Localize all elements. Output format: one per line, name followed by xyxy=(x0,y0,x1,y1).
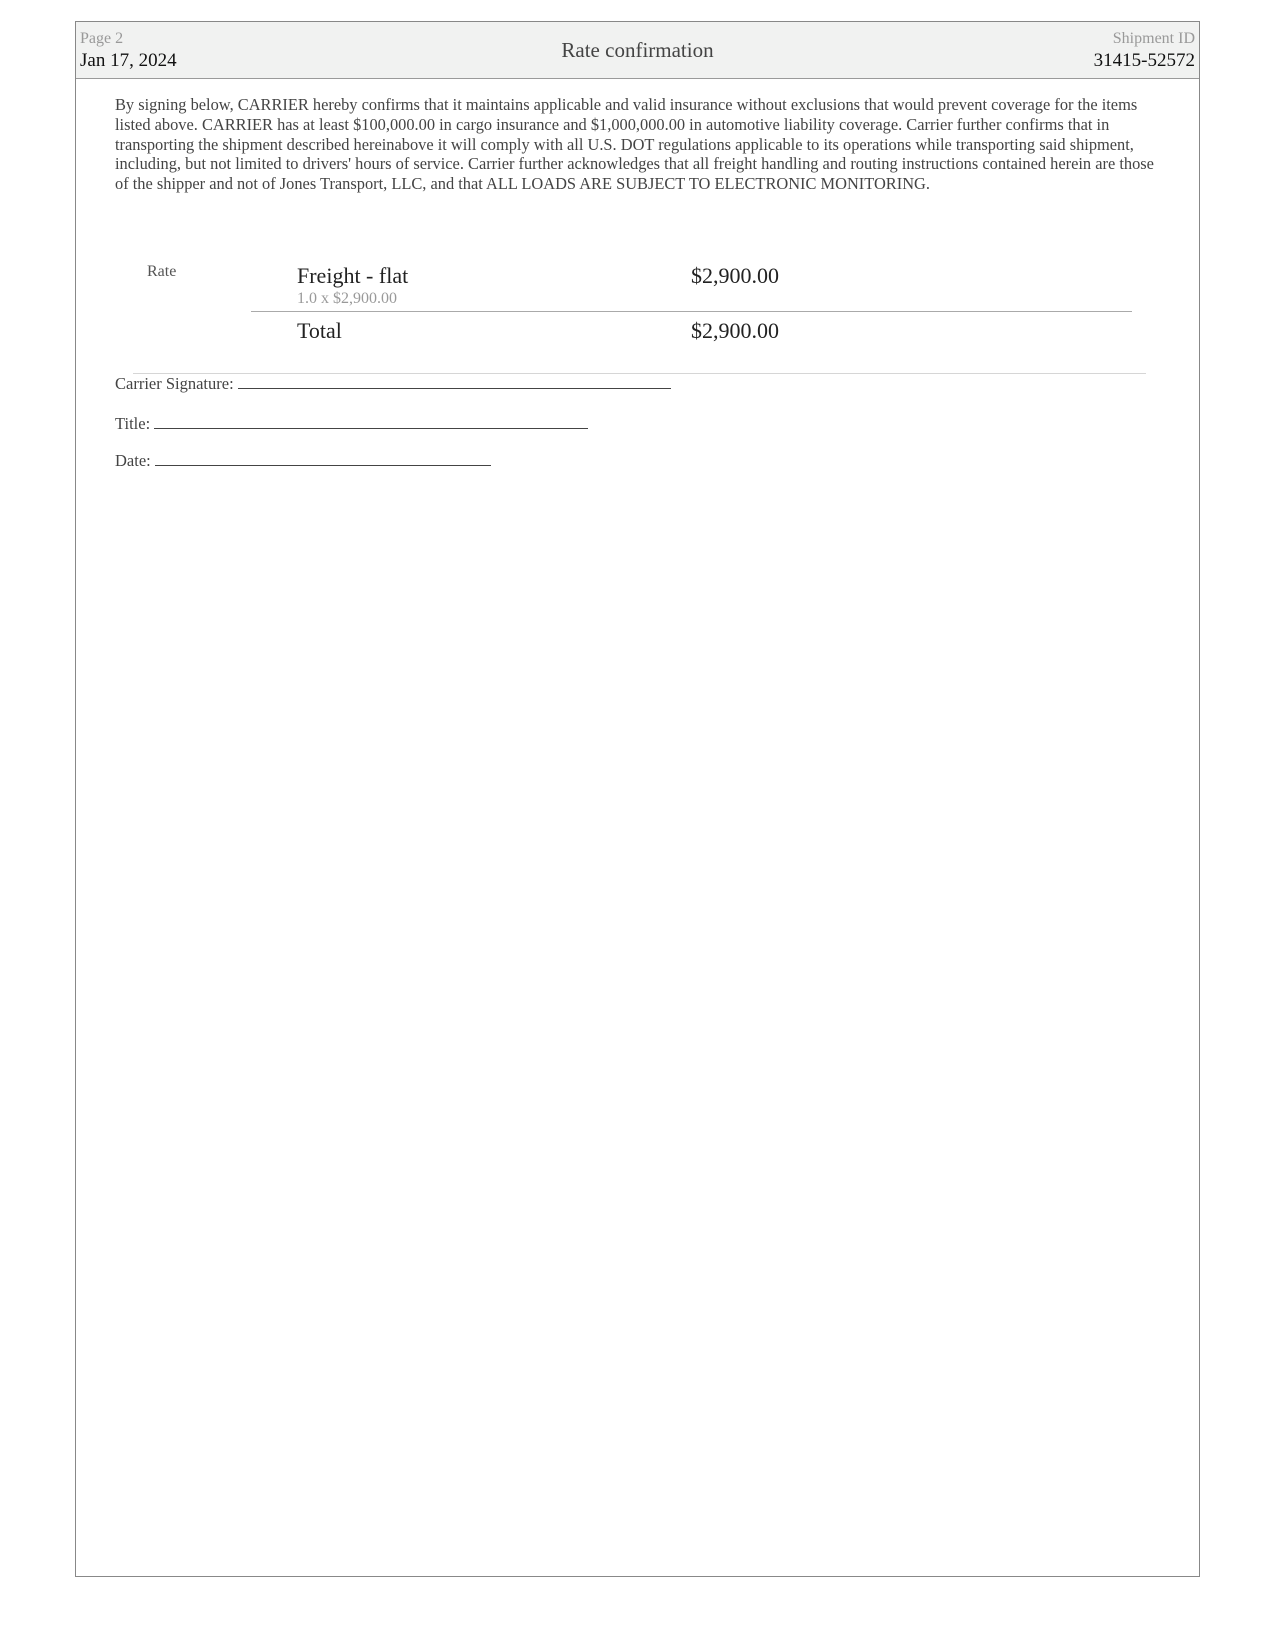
line-item-amount: $2,900.00 xyxy=(691,263,779,288)
date-row xyxy=(115,451,491,471)
total-label: Total xyxy=(297,318,342,343)
shipment-id: 31415-52572 xyxy=(1093,50,1195,71)
line-item-detail: 1.0 x $2,900.00 xyxy=(297,290,397,307)
page-header xyxy=(76,22,1199,79)
title-row xyxy=(115,414,588,434)
total-amount: $2,900.00 xyxy=(691,318,779,343)
document-title: Rate confirmation xyxy=(561,38,714,62)
document-date: Jan 17, 2024 xyxy=(80,50,177,71)
page-frame xyxy=(75,21,1200,1577)
shipment-id-label: Shipment ID xyxy=(1112,30,1195,47)
header-right xyxy=(1094,30,1195,72)
carrier-signature-line xyxy=(238,374,671,389)
page-number: Page 2 xyxy=(80,30,124,47)
carrier-signature-label: Carrier Signature: xyxy=(115,374,234,393)
title-label: Title: xyxy=(115,414,151,433)
date-line xyxy=(155,451,491,466)
rate-divider xyxy=(251,311,1132,312)
terms-paragraph: By signing below, CARRIER hereby confirms that it maintains applicable and valid insurance without exclusions that would prevent coverage for the items listed above. CARRIER has at least $100,000.00 in cargo insurance and $1,000,000.00 in automotive liability coverage. Carrier further confirms that in transporting the shipment described hereinabove it will comply with all U.S. DOT regulations applicable to its operations while transporting said shipment, including, but not limited to drivers' hours of service. Carrier further acknowledges that all freight handling and routing instructions contained herein are those of the shipper and not of Jones Transport, LLC, and that ALL LOADS ARE SUBJECT TO ELECTRONIC MONITORING. xyxy=(115,95,1154,194)
line-item-name: Freight - flat xyxy=(297,263,409,288)
date-label: Date: xyxy=(115,451,151,470)
title-line xyxy=(154,414,588,429)
carrier-signature-row xyxy=(115,374,671,394)
rate-label: Rate xyxy=(147,263,177,280)
